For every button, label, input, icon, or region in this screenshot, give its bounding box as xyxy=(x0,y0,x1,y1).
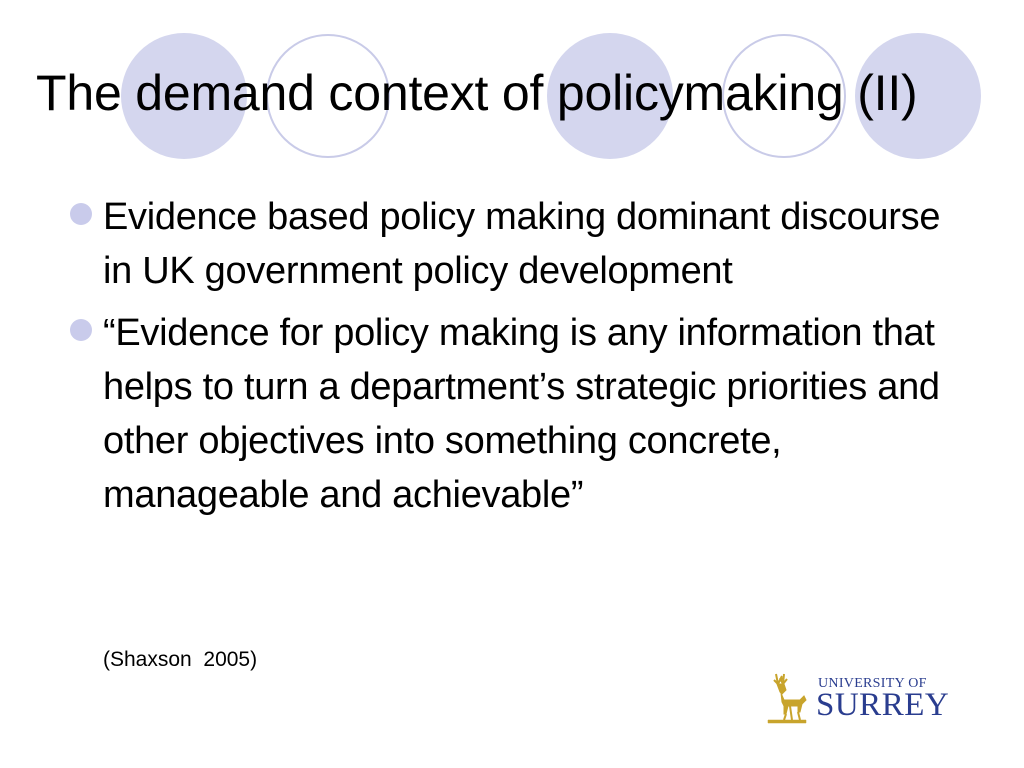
stag-icon xyxy=(762,670,812,726)
university-logo xyxy=(762,670,952,730)
bullet-item xyxy=(70,190,970,298)
citation: (Shaxson 2005) xyxy=(103,648,258,671)
bullet-list xyxy=(70,190,970,530)
slide-title: The demand context of policymaking (II) xyxy=(36,65,918,121)
bullet-text: Evidence based policy making dominant discourse in UK government policy development xyxy=(103,196,941,292)
bullet-text: “Evidence for policy making is any information that helps to turn a department’s strategic priorities and other objectives into something concrete, manageable and achievable” xyxy=(103,312,940,516)
bullet-dot-icon xyxy=(70,319,92,341)
bullet-item xyxy=(70,306,970,522)
logo-text-surrey: SURREY xyxy=(816,687,950,723)
logo-text-university-of: UNIVERSITY OF xyxy=(818,676,927,691)
bullet-dot-icon xyxy=(70,203,92,225)
